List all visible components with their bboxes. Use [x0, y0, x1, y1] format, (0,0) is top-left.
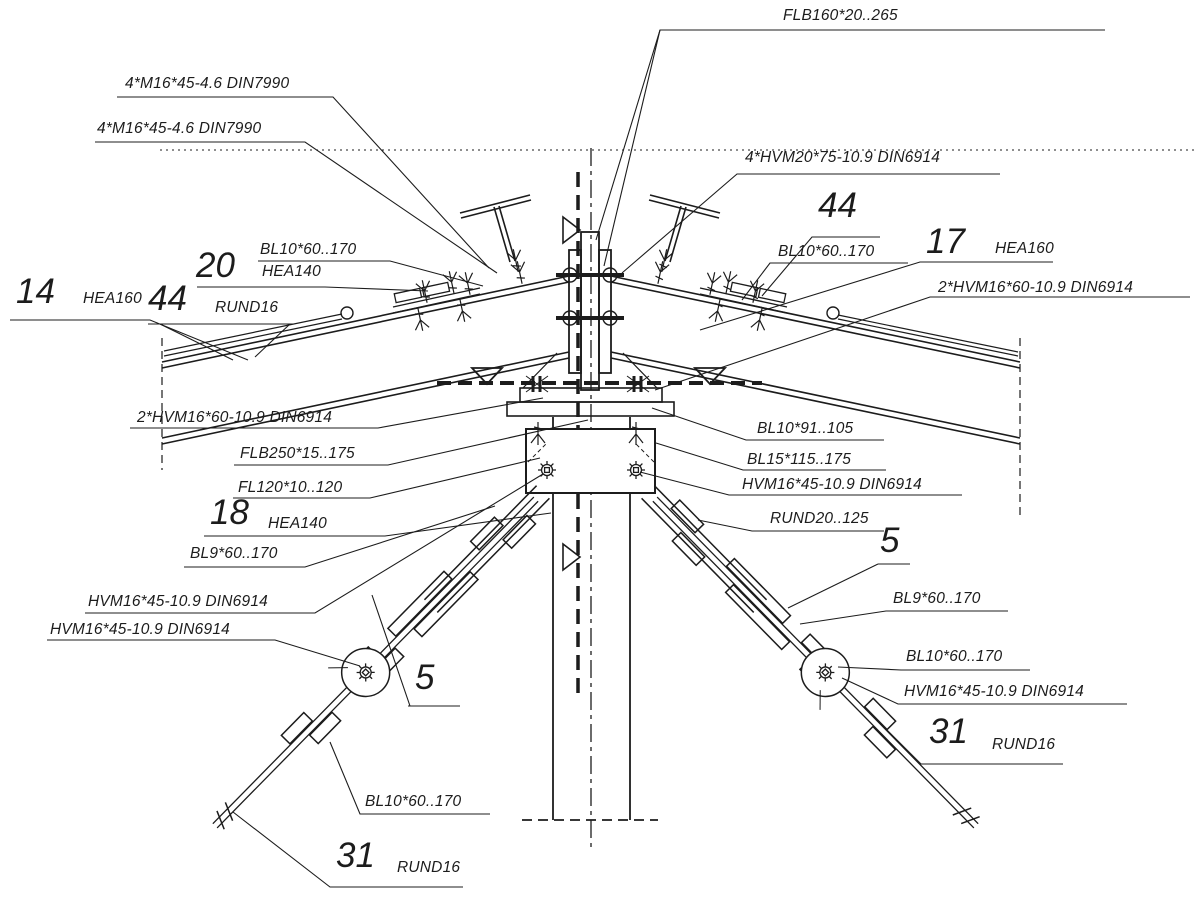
leader-line-pos44-right [762, 237, 880, 296]
leader-line-fl120 [233, 458, 540, 498]
ridge-plate-assembly [556, 232, 624, 390]
callout-text-hvm20: 4*HVM20*75-10.9 DIN6914 [745, 149, 941, 166]
leader-line-rund20 [698, 520, 884, 531]
callout-text-pos18: 18 [210, 493, 249, 532]
purlin-stub-left [460, 195, 531, 262]
leader-line-flb160 [604, 30, 660, 266]
rafter-right-hea160 [611, 276, 1020, 515]
roof-bracing-right [700, 282, 1018, 356]
callout-text-hvm16-45-left2: HVM16*45-10.9 DIN6914 [50, 621, 230, 638]
leader-line-m16-lower [95, 142, 497, 273]
leader-line-bl10-bottom [330, 742, 490, 814]
callout-text-hvm16-45-box: HVM16*45-10.9 DIN6914 [742, 476, 922, 493]
callout-text-pos5-left: 5 [415, 658, 435, 697]
callout-text-bl9-left: BL9*60..170 [190, 545, 278, 562]
rod-eye-left [341, 307, 353, 319]
callout-text-pos31-right-1: RUND16 [992, 736, 1056, 753]
callout-text-pos20: 20 [196, 246, 235, 285]
brace-left [194, 471, 561, 843]
leader-line-pos31-bottom [233, 812, 463, 887]
callout-text-pos44-left: 44 [148, 279, 187, 318]
callout-text-pos17-1: HEA160 [995, 240, 1054, 257]
callout-text-flb160: FLB160*20..265 [783, 7, 898, 24]
callout-text-bl9-right: BL9*60..170 [893, 590, 981, 607]
leader-line-pos5-right [788, 564, 878, 608]
callout-text-pos44-right: 44 [818, 186, 857, 225]
leader-line-hvm16-45-box [640, 472, 962, 495]
rod-eye-right [827, 307, 839, 319]
callout-text-pos31-right: 31 [929, 712, 968, 751]
leader-line-bl10-right-gusset [838, 667, 1030, 670]
leader-line-bl15-115 [656, 443, 886, 470]
leader-line-pos20 [197, 287, 428, 291]
datum-lines [160, 148, 1197, 852]
leader-line-bl10-91 [652, 408, 884, 440]
callout-text-pos14-1: HEA160 [83, 290, 142, 307]
leader-line-flb160 [596, 30, 1105, 240]
callout-text-bl15-115: BL15*115..175 [747, 451, 852, 468]
callout-text-fl120: FL120*10..120 [238, 479, 343, 496]
purlin-stub-right [649, 195, 720, 262]
leader-line-hvm16-45-right [842, 678, 1127, 704]
callout-text-bl10-bottom: BL10*60..170 [365, 793, 462, 810]
leader-line-m16-upper [117, 97, 489, 268]
callout-text-hvm16-45-right: HVM16*45-10.9 DIN6914 [904, 683, 1084, 700]
callout-text-bl10-91: BL10*91..105 [757, 420, 854, 437]
callout-text-pos44-left-1: RUND16 [215, 299, 279, 316]
callout-text-pos20-2: HEA140 [262, 263, 321, 280]
callout-text-flb250: FLB250*15..175 [240, 445, 355, 462]
callout-text-pos31-bottom-1: RUND16 [397, 859, 461, 876]
callout-text-pos17: 17 [926, 222, 965, 261]
leader-line-bl10-right-roof [742, 263, 908, 300]
callout-text-hvm16-45-left1: HVM16*45-10.9 DIN6914 [88, 593, 268, 610]
callout-text-hvm16-60-left: 2*HVM16*60-10.9 DIN6914 [137, 409, 333, 426]
leader-line-hvm16-45-left1 [85, 474, 543, 613]
callout-text-bl10-right-gusset: BL10*60..170 [906, 648, 1003, 665]
leader-line-hvm16-60-left [130, 398, 543, 428]
leader-line-bl9-right [800, 611, 1008, 624]
callout-text-rund20: RUND20..125 [770, 510, 869, 527]
callout-text-m16-lower: 4*M16*45-4.6 DIN7990 [97, 120, 262, 137]
leader-line-pos31-right [886, 729, 1063, 764]
callout-text-bl10-right-roof: BL10*60..170 [778, 243, 875, 260]
callout-text-pos5-right: 5 [880, 521, 900, 560]
rafter-left-hea160 [162, 276, 569, 470]
callout-text-pos14: 14 [16, 272, 55, 311]
leader-line-hvm20 [622, 174, 1000, 273]
callout-text-m16-upper: 4*M16*45-4.6 DIN7990 [125, 75, 290, 92]
leader-line-hvm16-45-left2 [47, 640, 360, 666]
callout-text-pos18-1: HEA140 [268, 515, 327, 532]
callout-text-hvm16-60-right: 2*HVM16*60-10.9 DIN6914 [938, 279, 1134, 296]
callout-text-pos20-1: BL10*60..170 [260, 241, 357, 258]
leader-line-hvm16-60-right [655, 297, 1190, 390]
ridge-plate-flb160 [581, 232, 599, 390]
callout-text-pos31-bottom: 31 [336, 836, 375, 875]
leader-line-pos14 [10, 320, 248, 360]
